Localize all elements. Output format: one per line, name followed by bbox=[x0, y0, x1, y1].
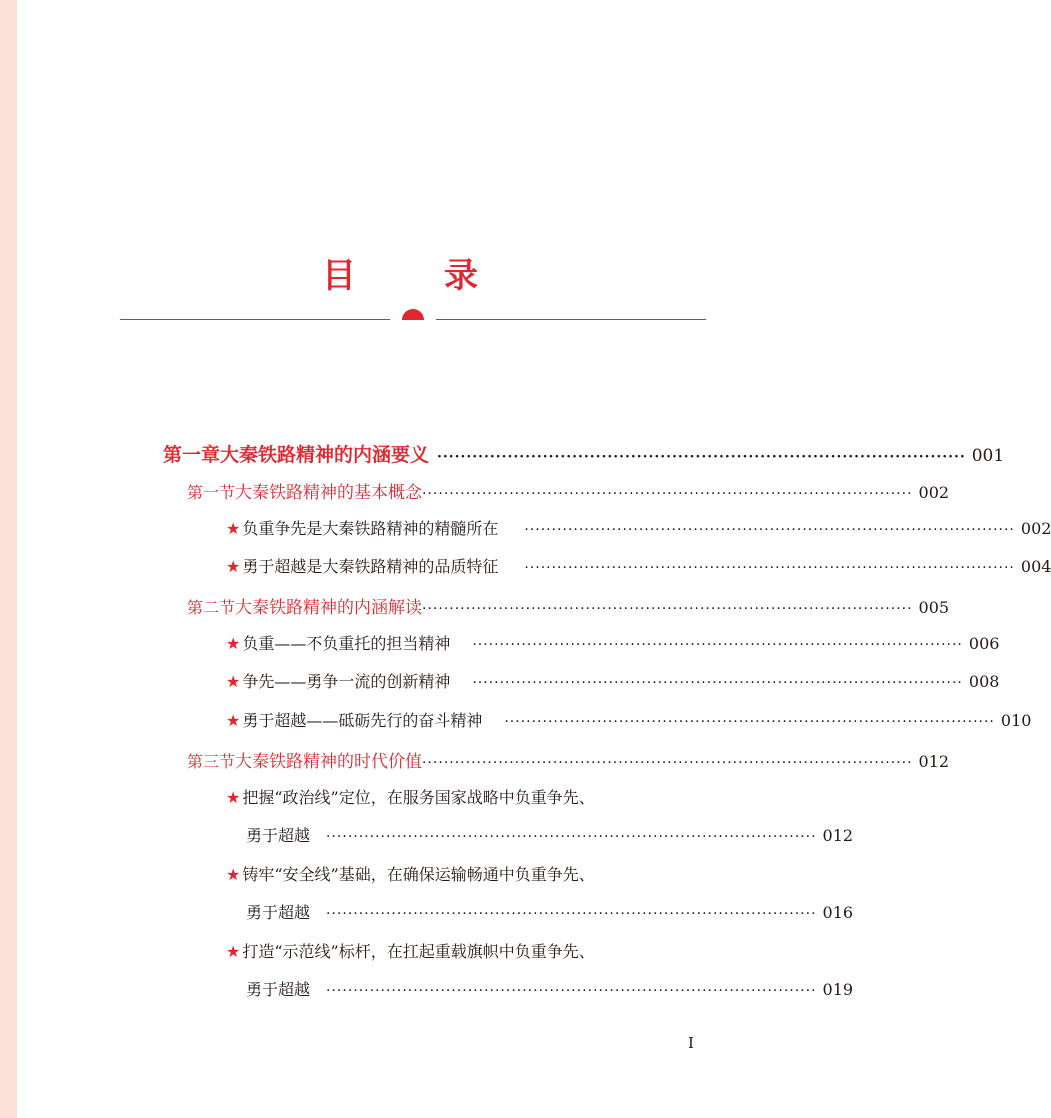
leader-dots: ·························································································· bbox=[524, 560, 1015, 576]
section-title: 大秦铁路精神的内涵解读 bbox=[235, 598, 423, 618]
section-number: 第三节 bbox=[187, 752, 236, 771]
section-title: 大秦铁路精神的基本概念 bbox=[235, 483, 423, 503]
star-icon: ★ bbox=[226, 942, 241, 961]
item-title: 负重——不负重托的担当精神 bbox=[242, 634, 451, 653]
star-icon: ★ bbox=[226, 711, 241, 730]
toc-item-line1[interactable] bbox=[226, 862, 696, 892]
item-title-continued: 勇于超越 bbox=[246, 903, 311, 922]
leader-dots: ·························································································· bbox=[326, 906, 817, 922]
divider-line-right bbox=[436, 319, 706, 320]
star-icon: ★ bbox=[226, 634, 241, 653]
page-title bbox=[0, 248, 800, 297]
toc-item[interactable] bbox=[226, 669, 1000, 699]
section-title: 大秦铁路精神的时代价值 bbox=[235, 752, 423, 772]
item-title-continued: 勇于超越 bbox=[246, 826, 311, 845]
item-title-continued: 勇于超越 bbox=[246, 980, 311, 999]
title-divider bbox=[120, 306, 706, 334]
page-number: 008 bbox=[968, 672, 1000, 691]
toc-item[interactable] bbox=[226, 631, 1000, 661]
toc-item-line2[interactable] bbox=[246, 900, 854, 930]
toc-section-1[interactable] bbox=[187, 478, 950, 508]
leader-dots: ·························································································· bbox=[326, 829, 817, 845]
star-icon: ★ bbox=[226, 865, 241, 884]
page-number: 012 bbox=[918, 752, 950, 771]
page-number: 004 bbox=[1020, 557, 1051, 576]
toc-item-line1[interactable] bbox=[226, 785, 696, 815]
title-char-1: 目 bbox=[322, 256, 356, 296]
page-number: 002 bbox=[918, 483, 950, 502]
leader-dots: ·························································································· bbox=[437, 449, 966, 465]
page-folio: I bbox=[688, 1034, 694, 1052]
item-title: 负重争先是大秦铁路精神的精髓所在 bbox=[242, 519, 499, 538]
item-title: 铸牢“安全线”基础，在确保运输畅通中负重争先、 bbox=[242, 865, 595, 884]
toc-item[interactable] bbox=[226, 516, 1051, 546]
leader-dots: ·························································································· bbox=[504, 714, 995, 730]
toc-section-3[interactable] bbox=[187, 747, 950, 777]
toc-item[interactable] bbox=[226, 708, 1032, 738]
page-number: 019 bbox=[822, 980, 854, 999]
chapter-number: 第一章 bbox=[163, 444, 221, 466]
toc-chapter-1[interactable] bbox=[163, 440, 1005, 470]
page-number: 010 bbox=[1000, 711, 1032, 730]
item-title: 把握“政治线”定位，在服务国家战略中负重争先、 bbox=[242, 788, 595, 807]
left-margin-strip bbox=[0, 0, 17, 1118]
leader-dots: ·························································································· bbox=[422, 755, 913, 771]
chapter-title: 大秦铁路精神的内涵要义 bbox=[220, 444, 430, 466]
toc-item-line2[interactable] bbox=[246, 977, 854, 1007]
title-char-2: 录 bbox=[444, 256, 478, 296]
leader-dots: ·························································································· bbox=[326, 983, 817, 999]
divider-line-left bbox=[120, 319, 390, 320]
page-number: 006 bbox=[968, 634, 1000, 653]
page-number: 001 bbox=[971, 446, 1005, 466]
leader-dots: ·························································································· bbox=[524, 522, 1015, 538]
page-number: 005 bbox=[918, 598, 950, 617]
page-number: 002 bbox=[1020, 519, 1051, 538]
toc-item[interactable] bbox=[226, 554, 1051, 584]
star-icon: ★ bbox=[226, 672, 241, 691]
page-number: 016 bbox=[822, 903, 854, 922]
page-number: 012 bbox=[822, 826, 854, 845]
leader-dots: ·························································································· bbox=[472, 675, 963, 691]
star-icon: ★ bbox=[226, 519, 241, 538]
section-number: 第一节 bbox=[187, 483, 236, 502]
leader-dots: ·························································································· bbox=[422, 486, 913, 502]
toc-item-line2[interactable] bbox=[246, 823, 854, 853]
item-title: 勇于超越——砥砺先行的奋斗精神 bbox=[242, 711, 483, 730]
section-number: 第二节 bbox=[187, 598, 236, 617]
item-title: 打造“示范线”标杆，在扛起重载旗帜中负重争先、 bbox=[242, 942, 595, 961]
star-icon: ★ bbox=[226, 557, 241, 576]
item-title: 勇于超越是大秦铁路精神的品质特征 bbox=[242, 557, 499, 576]
leader-dots: ·························································································· bbox=[422, 601, 913, 617]
toc-item-line1[interactable] bbox=[226, 939, 696, 969]
item-title: 争先——勇争一流的创新精神 bbox=[242, 672, 451, 691]
leader-dots: ·························································································· bbox=[472, 637, 963, 653]
toc-section-2[interactable] bbox=[187, 593, 950, 623]
star-icon: ★ bbox=[226, 788, 241, 807]
